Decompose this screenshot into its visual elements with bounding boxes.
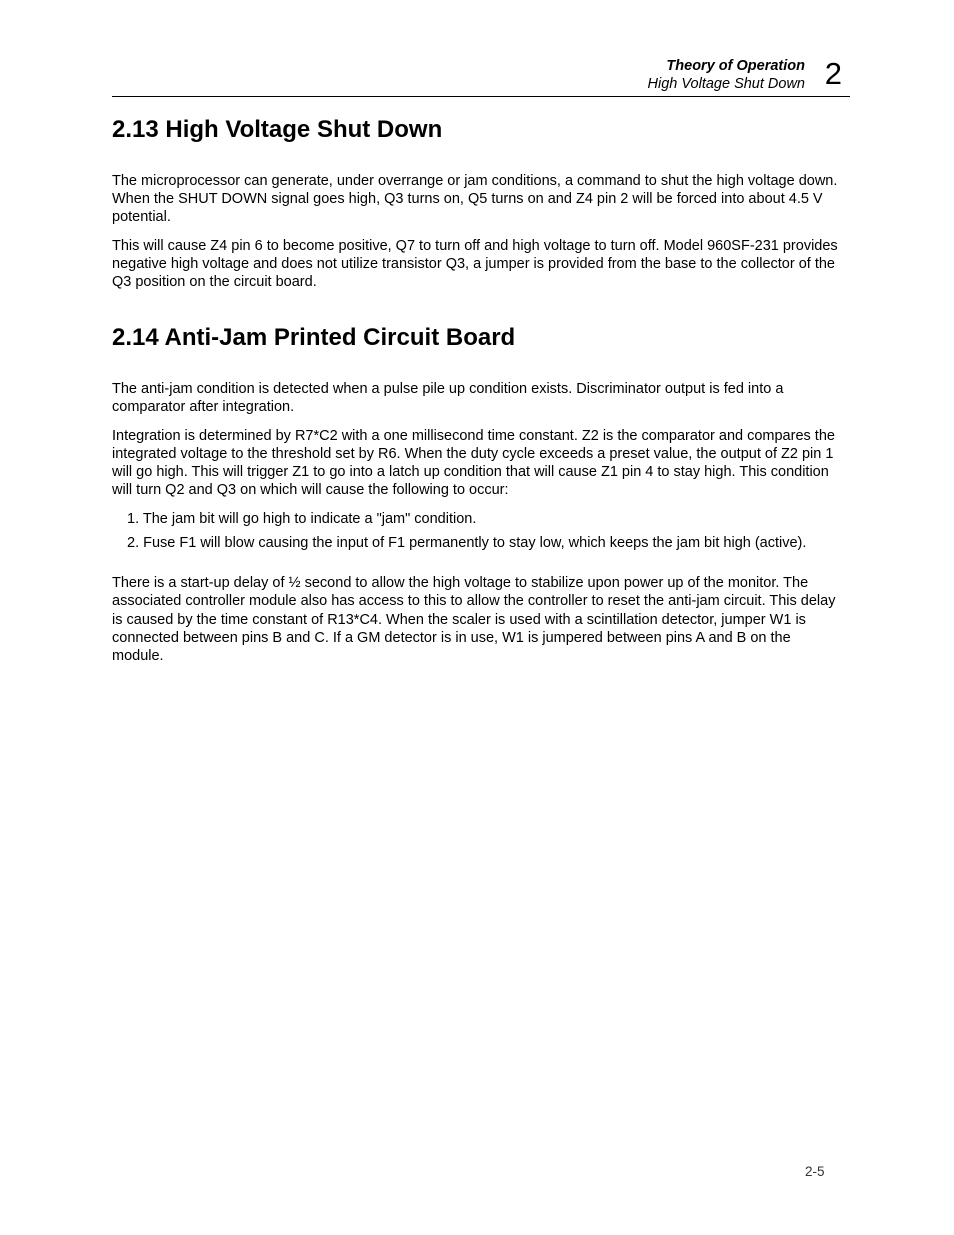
paragraph: This will cause Z4 pin 6 to become positive, Q7 to turn off and high voltage to turn off. Model 960SF-231 provides negative high voltage and does not utilize transistor Q3, a jumper is provided from the base to the collector of the Q3 position on the circuit board.: [112, 238, 838, 291]
numbered-list: [112, 510, 840, 552]
page-number: 2-5: [805, 1164, 825, 1179]
section-high-voltage-shut-down: [112, 114, 840, 292]
paragraph: The microprocessor can generate, under overrange or jam conditions, a command to shut the high voltage down. When the SHUT DOWN signal goes high, Q3 turns on, Q5 turns on and Z4 pin 2 will be forced into about 4.5 V potential.: [112, 173, 838, 226]
page-content: [112, 114, 840, 676]
header-section-title: High Voltage Shut Down: [647, 76, 805, 92]
chapter-number: 2: [824, 56, 842, 91]
section-heading: 2.14 Anti-Jam Printed Circuit Board: [112, 323, 516, 351]
list-item: 2. Fuse F1 will blow causing the input of F1 permanently to stay low, which keeps the jam bit high (active).: [127, 535, 807, 552]
list-item: 1. The jam bit will go high to indicate a "jam" condition.: [127, 511, 477, 528]
header-text: [648, 57, 805, 93]
paragraph: Integration is determined by R7*C2 with a one millisecond time constant. Z2 is the comparator and compares the integrated voltage to the threshold set by R6. When the duty cycle exceeds a preset value, the output of Z2 pin 1 will go high. This will trigger Z1 to go into a latch up condition that will cause Z1 pin 4 to stay high. This condition will turn Q2 and Q3 on which will cause the following to occur:: [112, 427, 835, 499]
paragraph: The anti-jam condition is detected when a pulse pile up condition exists. Discriminator output is fed into a comparator after integration.: [112, 380, 784, 415]
section-heading: 2.13 High Voltage Shut Down: [112, 116, 443, 143]
page-header: [112, 56, 850, 97]
paragraph: There is a start-up delay of ½ second to allow the high voltage to stabilize upon power up of the monitor. The associated controller module also has access to this to allow the controller to reset the anti-jam circuit. This delay is caused by the time constant of R13*C4. When the scaler is used with a scintillation detector, jumper W1 is connected between pins B and C. If a GM detector is in use, W1 is jumpered between pins A and B on the module.: [112, 575, 836, 664]
section-anti-jam: [112, 322, 840, 665]
header-chapter-title: Theory of Operation: [666, 58, 805, 74]
